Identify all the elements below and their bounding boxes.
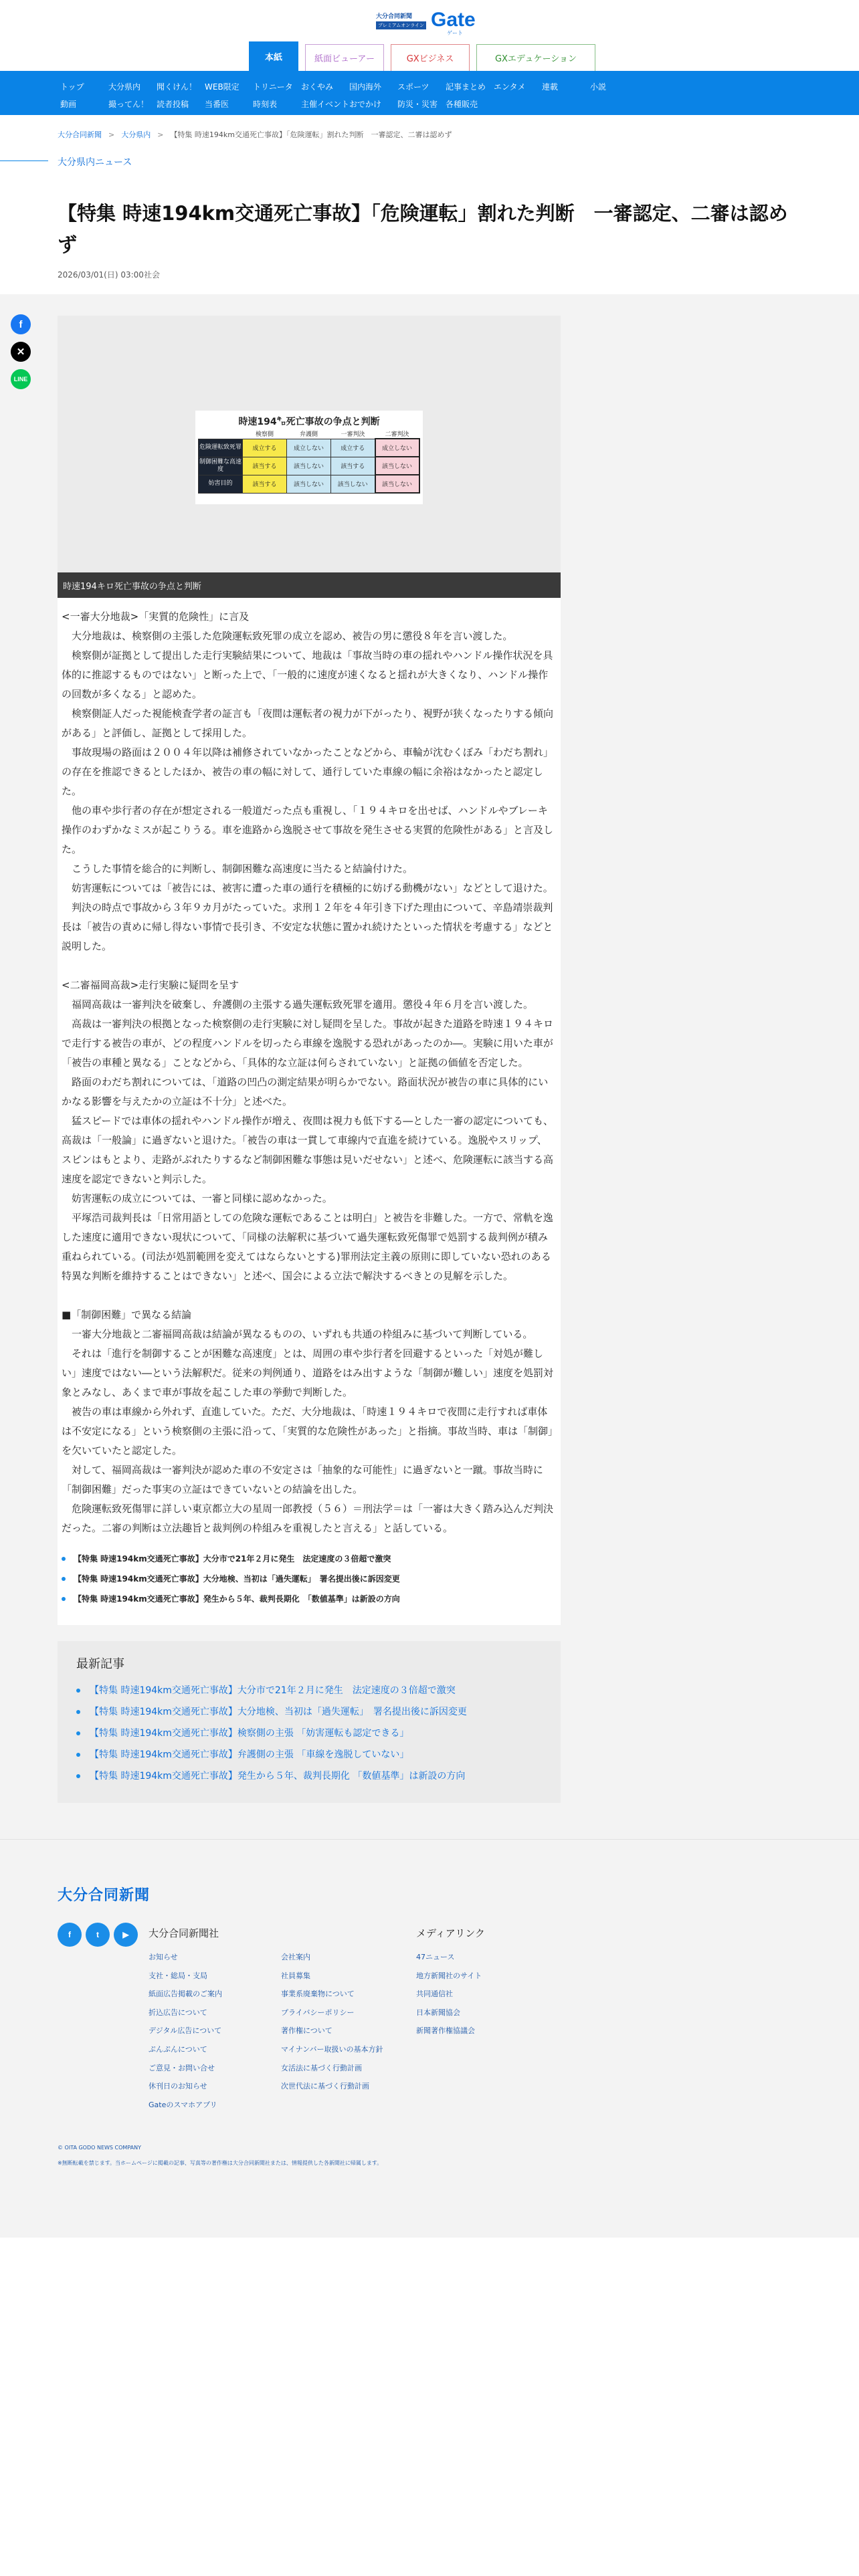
table-col-header: 二審判決 [385, 431, 409, 438]
article [58, 316, 561, 1625]
paragraph: 妨害運転の成立については、一審と同様に認めなかった。 [62, 1192, 332, 1204]
breadcrumb-home[interactable]: 大分合同新聞 [58, 130, 102, 139]
paragraph: 妨害運転については「被告には、被害に遭った車の通行を積極的に妨げる動機がない」などとして退けた。 [62, 882, 553, 894]
category-label[interactable]: 大分県内ニュース [58, 157, 132, 168]
footer-link[interactable]: デジタル広告について [149, 2026, 222, 2036]
paragraph: 平塚浩司裁判長は「日常用語としての危険な運転であることは明白」と被告を非難した。一方で、常軌を逸した速度に適用できない現状について、「同様の法解釈に基づいて過失運転致死傷罪で処罰する裁判例が積み重ねられている。(司法が処罰範囲を変えてはならないとする)罪刑法定主義の原則に即していない恐れのある特異な判断を維持することはできない」と述べ、国会による立法で解決するべきとの見解を示した。 [62, 1212, 553, 1282]
footer-link[interactable]: 47ニュース [416, 1953, 455, 1961]
paragraph: それは「進行を制御することが困難な高速度」とは、周囲の車や歩行者を回避するといった「対処が難しい」速度ではない―という法解釈だ。従来の判例通り、道路をはみ出すような「制御が難しい」速度を処罰対象とみなし、あくまで車が事故を起こした車の挙動で判断した。 [62, 1348, 554, 1398]
copyright: © OITA GODO NEWS COMPANY [58, 2145, 141, 2151]
related-link[interactable] [62, 1569, 557, 1589]
paragraph: 路面のわだち割れについては、「道路の凹凸の測定結果が明らかでない。路面状況が被告の車に具体的にいかなる影響を与えたかの立証は不十分」と述べた。 [62, 1076, 549, 1107]
footer-link[interactable]: 新聞著作権協議会 [416, 2026, 475, 2036]
paragraph: 判決の時点で事故から３年９カ月がたっていた。求刑１２年を４年引き下げた理由について、辛島靖崇裁判長は「被告の責めに帰し得ない事情で長引き、不安定な状態に置かれ続けたといった情状を考慮する」などと説明した。 [62, 901, 553, 952]
footer-link[interactable]: お知らせ [149, 1953, 178, 1961]
nav-item[interactable]: 国内海外 [349, 82, 382, 92]
paragraph: 対して、福岡高裁は一審判決が認めた車の不安定さは「抽象的な可能性」に過ぎないと一蹴。事故当時に「制御困難」だった事実の立証はできていないとの結論を出した。 [62, 1464, 543, 1495]
footer-link[interactable]: 地方新聞社のサイト [416, 1971, 482, 1980]
nav-item[interactable]: 動画 [60, 99, 77, 109]
article-photo[interactable] [58, 316, 561, 598]
footer-link[interactable]: マイナンバー取扱いの基本方針 [281, 2044, 383, 2054]
tab-viewer[interactable]: 紙面ビューアー [305, 44, 384, 71]
related-links [58, 1538, 561, 1616]
latest-item[interactable] [76, 1680, 542, 1701]
bullet-icon [76, 1774, 80, 1778]
latest-list [76, 1680, 542, 1787]
paragraph: <一審大分地裁>「実質的危険性」に言及 [62, 611, 250, 623]
latest-heading: 最新記事 [76, 1657, 124, 1671]
line-share-icon[interactable]: LINE [11, 369, 31, 389]
photo-caption: 時速194キロ死亡事故の争点と判断 [58, 572, 561, 598]
paragraph: 大分地裁は、検察側の主張した危険運転致死罪の成立を認め、被告の男に懲役８年を言い渡した。 [62, 630, 513, 642]
table-row [199, 439, 419, 457]
related-link-text: 【特集 時速194km交通死亡事故】大分地検、当初は「過失運転」 署名提出後に訴因変更 [74, 1574, 400, 1584]
table-cell: 該当する [243, 475, 287, 493]
bullet-icon [76, 1710, 80, 1714]
paragraph: 検察側証人だった視能検査学者の証言も「夜間は運転者の視力が下がったり、視野が狭くなったりする傾向がある」と評価し、証拠として採用した。 [62, 708, 554, 739]
paragraph: 被告の車は車線から外れず、直進していた。ただ、大分地裁は、「時速１９４キロで夜間に走行すれば車体は不安定になる」という検察側の主張に沿って、「実質的な危険性があった」と指摘。事故当時、車は「制御」を欠いていたと認定した。 [62, 1406, 553, 1457]
latest-item-text: 【特集 時速194km交通死亡事故】検察側の主張 「妨害運転も認定できる」 [90, 1728, 409, 1739]
footer-link[interactable]: 共同通信社 [416, 1990, 453, 1999]
facebook-share-icon[interactable]: f [11, 314, 31, 334]
bullet-icon [76, 1731, 80, 1735]
youtube-icon[interactable]: ▶ [114, 1923, 138, 1947]
bullet-icon [62, 1597, 66, 1601]
paragraph: 高裁は一審判決の根拠となった検察側の走行実験に対し疑問を呈した。事故が起きた道路を時速１９４キロで走行する被告の車が、どの程度ハンドルを切ったら車線を逸脱する恐れがあったのか―。実験に用いた車が「被告の車種と異なる」ことなどから、「具体的な立証は何らされていない」と証拠の価値を否定した。 [62, 1018, 554, 1069]
nav-item[interactable]: おくやみ [301, 82, 334, 92]
table-col-header: 一審判決 [341, 431, 365, 439]
table-cell: 成立する [243, 439, 287, 457]
logo-ruby: ゲート [447, 30, 463, 36]
footer-link[interactable]: 折込広告について [149, 2008, 207, 2017]
footer-link[interactable]: ぷんぷんについて [149, 2044, 207, 2054]
latest-item[interactable] [76, 1701, 542, 1723]
latest-item-text: 【特集 時速194km交通死亡事故】弁護側の主張 「車線を逸脱していない」 [90, 1749, 409, 1760]
breadcrumb [0, 115, 859, 154]
footer-link[interactable]: Gateのスマホアプリ [149, 2100, 217, 2109]
related-link[interactable] [62, 1589, 557, 1609]
table-row [199, 457, 419, 475]
footer-company-heading: 大分合同新聞社 [149, 1927, 219, 1939]
logo-sub-premium: プレミアムオンライン [376, 21, 426, 29]
footer-col-company [149, 1927, 222, 2114]
article-date [0, 261, 859, 294]
paragraph: 他の車や歩行者の存在が想定される一般道だった点も重視し、「１９４キロを出せば、ハンドルやブレーキ操作のわずかなミスが起こりうる。車を進路から逸脱させて事故を発生させる実質的危険性がある」と言及した。 [62, 804, 554, 855]
global-nav-row1 [60, 78, 859, 95]
copyright-notice: ※無断転載を禁じます。当ホームページに掲載の記事、写真等の著作権は大分合同新聞社または、情報提供した各新聞社に帰属します。 [58, 2160, 383, 2166]
footer-link[interactable]: 著作権について [281, 2026, 332, 2036]
article-body [58, 598, 561, 1538]
paragraph: 福岡高裁は一審判決を破棄し、弁護側の主張する過失運転致死罪を適用。懲役４年６月を言い渡した。 [62, 998, 534, 1010]
paragraph: ■「制御困難」で異なる結論 [62, 1309, 192, 1321]
latest-item-text: 【特集 時速194km交通死亡事故】大分市で21年２月に発生 法定速度の３倍超で激突 [90, 1685, 456, 1696]
table-cell: 該当しない [375, 475, 419, 493]
logo-main: Gate [431, 9, 476, 31]
genre-label: 社会 [143, 270, 160, 280]
infographic [195, 411, 423, 504]
nav-item[interactable]: 撮ってん！ [108, 99, 149, 109]
paragraph: 一審大分地裁と二審福岡高裁は結論が異なるものの、いずれも共通の枠組みに基づいて判断している。 [62, 1328, 533, 1340]
nav-item[interactable]: 各種販売 [446, 99, 478, 109]
infographic-title: 時速194㌔死亡事故の争点と判断 [238, 417, 380, 427]
paragraph: 検察側が証拠として提出した走行実験結果について、地裁は「事故当時の車の揺れやハンドル操作状況を具体的に推認するものではない」と断った上で、「一般的に速度が速くなると揺れが大きくなり、ハンドル操作の回数が多くなる」と認めた。 [62, 649, 553, 700]
paragraph [62, 956, 557, 976]
category-row [0, 154, 859, 181]
tab-gx-business[interactable]: GXビジネス [391, 44, 470, 71]
footer-link[interactable]: 事業系廃棄物について [281, 1990, 355, 1999]
nav-item[interactable]: スポーツ [397, 82, 430, 92]
bullet-icon [76, 1689, 80, 1693]
bullet-icon [62, 1557, 66, 1561]
latest-item[interactable] [76, 1744, 542, 1765]
latest-articles [58, 1641, 561, 1803]
footer-social [58, 1923, 138, 1947]
footer-link[interactable]: 日本新聞協会 [416, 2008, 460, 2017]
main-content [0, 294, 859, 1839]
nav-item[interactable]: トリニータ [253, 82, 293, 92]
table-corner [199, 429, 243, 439]
footer-link[interactable]: 支社・総局・支局 [149, 1971, 207, 1980]
bullet-icon [76, 1753, 80, 1757]
related-link-text: 【特集 時速194km交通死亡事故】大分市で21年２月に発生 法定速度の３倍超で激突 [74, 1554, 391, 1564]
table-col-header: 検察側 [255, 431, 274, 439]
nav-item[interactable]: 時刻表 [253, 99, 278, 109]
nav-item[interactable]: トップ [60, 82, 84, 92]
table-cell: 該当しない [331, 475, 375, 493]
table-row-header: 制御困難な高速度 [199, 457, 243, 475]
footer-col-info [281, 1948, 383, 2096]
nav-item[interactable]: 小説 [590, 82, 607, 92]
footer-link[interactable]: 次世代法に基づく行動計画 [281, 2082, 369, 2091]
service-tabs [249, 41, 595, 71]
footer-link[interactable]: 社員募集 [281, 1971, 310, 1980]
bullet-icon [62, 1577, 66, 1581]
breadcrumb-current: 【特集 時速194km交通死亡事故】「危険運転」割れた判断 一審認定、二審は認めず [170, 130, 452, 139]
gate-logo[interactable] [376, 5, 483, 35]
footer-media-heading: メディアリンク [416, 1927, 485, 1939]
footer-link[interactable]: ご意見・お問い合せ [149, 2063, 215, 2072]
related-link-text: 【特集 時速194km交通死亡事故】発生から５年、裁判長期化 「数値基準」は新設の方向 [74, 1594, 400, 1604]
latest-item[interactable] [76, 1723, 542, 1744]
latest-item[interactable] [76, 1765, 542, 1787]
paragraph: こうした事情を総合的に判断し、制御困難な高速度に当たると結論付けた。 [62, 863, 413, 875]
table-row-header: 妨害目的 [199, 475, 243, 493]
table-cell: 成立しない [375, 439, 419, 457]
tab-gx-education[interactable]: GXエデュケーション [476, 44, 595, 71]
latest-item-text: 【特集 時速194km交通死亡事故】大分地検、当初は「過失運転」 署名提出後に訴因変更 [90, 1707, 467, 1717]
global-nav [0, 71, 859, 115]
table-row-header: 危険運転致死罪 [199, 439, 243, 457]
footer-col-media [416, 1927, 485, 2040]
date-value: 2026/03/01(日) 03:00 [58, 270, 144, 280]
footer-link[interactable]: 休刊日のお知らせ [149, 2082, 207, 2091]
footer-link[interactable]: 紙面広告掲載のご案内 [149, 1990, 222, 1999]
latest-item-text: 【特集 時速194km交通死亡事故】発生から５年、裁判長期化 「数値基準」は新設の方向 [90, 1771, 466, 1782]
paragraph [62, 1286, 557, 1305]
infographic-table [198, 429, 420, 494]
x-share-icon[interactable]: ✕ [11, 342, 31, 362]
share-buttons [11, 314, 31, 389]
footer-logo[interactable]: 大分合同新聞 [58, 1887, 151, 1904]
nav-item[interactable]: 記事まとめ [446, 82, 486, 92]
nav-item[interactable]: 連載 [542, 82, 559, 92]
nav-item[interactable]: 防災・災害 [397, 99, 438, 109]
paragraph: <二審福岡高裁>走行実験に疑問を呈す [62, 979, 240, 991]
table-cell: 該当する [331, 457, 375, 475]
nav-item[interactable]: WEB限定 [205, 82, 240, 92]
logo-sub-title: 大分合同新聞 [376, 13, 413, 20]
facebook-icon[interactable]: f [58, 1923, 82, 1947]
paragraph: 猛スピードでは車体の揺れやハンドル操作が増え、夜間は視力も低下する―とした一審の認定についても、高裁は「一般論」に過ぎないと退けた。「被告の車は一貫して車線内で直進を続けている。逸脱やスリップ、スピンはもとより、走路がぶれたりするなど制御困難な事態は見いだせない」と述べ、危険運転に該当する高速度を認定できないと判示した。 [62, 1115, 554, 1185]
footer-link[interactable]: 女活法に基づく行動計画 [281, 2063, 362, 2072]
nav-item[interactable]: 当番医 [205, 99, 229, 109]
table-col-header: 弁護側 [299, 431, 318, 439]
logo-sub [376, 11, 428, 29]
nav-item[interactable]: 読者投稿 [157, 99, 189, 109]
breadcrumb-separator: > [157, 130, 164, 139]
nav-item[interactable]: 大分県内 [108, 82, 141, 92]
page-title: 【特集 時速194km交通死亡事故】「危険運転」割れた判断 一審認定、二審は認めず [58, 202, 788, 256]
category-line [0, 160, 48, 161]
table-cell: 該当しない [287, 475, 331, 493]
global-nav-row2 [60, 95, 859, 112]
paragraph: 危険運転致死傷罪に詳しい東京都立大の星周一郎教授（５６）＝刑法学＝は「一審は大きく踏み込んだ判決だった。二審の判断は立法趣旨と裁判例の枠組みを重視したと言える」と話している。 [62, 1503, 554, 1534]
tab-honshi[interactable]: 本紙 [249, 41, 298, 71]
nav-item[interactable]: エンタメ [494, 82, 526, 92]
paragraph: 事故現場の路面は２００４年以降は補修されていなかったことなどから、車輪が沈むくぼみ「わだち割れ」の存在を推認できるとしたほか、被告の車の幅に対して、通行していた車線の幅に余裕はなかったと認定した。 [62, 746, 554, 797]
breadcrumb-section[interactable]: 大分県内 [121, 130, 151, 139]
nav-item[interactable]: 主催イベント [301, 99, 350, 109]
table-cell: 該当しない [287, 457, 331, 475]
table-cell: 該当しない [375, 457, 419, 475]
table-cell: 該当する [243, 457, 287, 475]
related-link[interactable] [62, 1549, 557, 1569]
nav-item[interactable]: 聞くけん！ [157, 82, 197, 92]
breadcrumb-separator: > [108, 130, 115, 139]
footer-link[interactable]: 会社案内 [281, 1953, 310, 1961]
site-footer [0, 1839, 859, 2238]
twitter-icon[interactable]: t [86, 1923, 110, 1947]
table-row [199, 475, 419, 493]
nav-item[interactable]: おでかけ [349, 99, 381, 109]
site-header [0, 0, 859, 71]
table-cell: 成立する [331, 439, 375, 457]
table-cell: 成立しない [287, 439, 331, 457]
footer-link[interactable]: プライバシーポリシー [281, 2008, 355, 2017]
